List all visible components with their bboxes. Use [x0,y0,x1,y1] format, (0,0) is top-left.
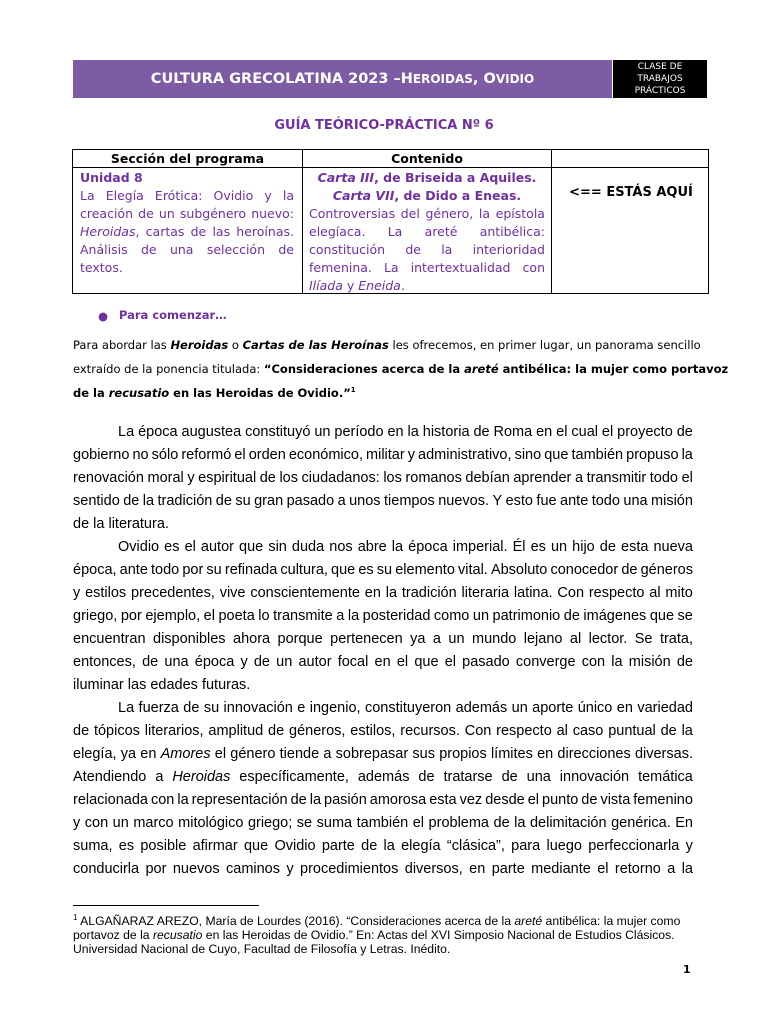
section-line: La Elegía Erótica: Ovidio y la [80,188,294,203]
content-cell [309,169,545,295]
section-cell [80,169,294,277]
text-line: y estilos precedentes, vive conscientemente en la tradición literaria latina. Con respecto al mito [73,585,693,601]
paper-title-italic: areté [464,362,499,376]
text-line: encuentran disponibles ahora porque pertenecen ya a un mundo lejano al lector. Se trata, [73,631,693,647]
text-line: Atendiendo a Heroidas específicamente, además de tratarse de una innovación temática [73,766,693,789]
class-type-box [613,60,707,98]
title-ovidio-rest: VIDIO [495,72,535,86]
document-title [73,60,612,98]
class-type-line: TRABAJOS [637,74,683,84]
text-line: época, ante todo por su refinada cultura, que es su elemento vital. Absoluto conocedor de géneros [73,562,693,578]
text-line: La fuerza de su innovación e ingenio, constituyeron además un aporte único en variedad [118,700,693,716]
carta-vii-desc: , de Dido a Eneas. [394,188,522,203]
table-divider [551,150,552,293]
content-line: Controversias del género, la epístola [309,206,545,221]
content-line: constitución de la interioridad [309,242,545,257]
intro-text: Para abordar las [73,338,171,352]
paper-title-italic: recusatio [108,386,170,400]
section-line: Heroidas, cartas de las heroínas. [80,224,294,239]
body-paragraph [73,421,693,536]
footnote [73,911,698,956]
intro-heroidas: Heroidas [170,338,229,352]
table-divider [73,167,708,168]
content-line: femenina. La intertextualidad con [309,260,545,275]
text-line: de la literatura. [73,516,169,532]
intro-line [73,386,693,400]
text-line: elegía, ya en Amores el género tiende a sobrepasar sus propios límites en direcciones diversas. [73,743,693,766]
text-line: iluminar las edades futuras. [73,677,251,693]
text-line: gobierno no sólo reformó el orden económico, militar y administrativo, sino que también propuso la [73,447,693,463]
text-line: entonces, de una época y de un autor focal en el que el pasado converge con la misión de [73,654,693,670]
text-line: y con un marco mitológico griego; se suma también el problema de la delimitación genérica. En [73,815,693,831]
text-line: La época augustea constituyó un período en la historia de Roma en el cual el proyecto de [118,424,693,440]
table-header-section: Sección del programa [110,151,265,166]
eneida-italic: Eneida [358,278,401,293]
text-line: Ovidio es el autor que sin duda nos abre la época imperial. Él es un hijo de esta nueva [118,539,693,555]
section-line: textos. [80,260,123,275]
content-carta-iii [309,169,545,187]
intro-text: les ofrecemos, en primer lugar, un panorama sencillo [388,338,701,352]
content-dot: . [400,278,405,293]
title-ovidio-initial: , O [472,71,496,87]
carta-iii-title: Carta III [317,170,375,185]
iliada-italic: Ilíada [309,278,343,293]
content-line: elegíaca. La areté antibélica: [309,224,545,239]
footnote-italic: recusatio [152,928,203,943]
intro-cartas: Cartas de las Heroínas [242,338,389,352]
table-divider [302,150,303,293]
amores-italic: Amores [160,746,211,762]
paper-title: antibélica: la mujer como portavoz [498,362,729,376]
class-type-line: CLASE DE [637,62,683,72]
heroidas-italic: Heroidas [172,769,231,785]
paper-title: en las Heroidas de Ovidio.” [169,386,351,400]
content-y: y [342,278,359,293]
title-heroidas-initial: H [400,71,413,87]
text-line: sentido de la tradición de su gran pasado a unos tiempos nuevos. Y esto fue ante todo una misión [73,493,693,509]
bullet-icon: ● [98,309,109,323]
text-line: de tópicos literarios, amplitud de géneros, estilos, recursos. Con respecto al caso puntual de la [73,723,693,739]
section-line: creación de un subgénero nuevo: [80,206,294,221]
intro-line [73,362,729,376]
footnote-number: 1 [73,913,78,922]
body-paragraph [73,536,693,697]
content-line [309,277,545,295]
carta-iii-desc: , de Briseida a Aquiles. [374,170,537,185]
heroidas-italic: Heroidas [80,224,136,239]
text-line: relacionada con la representación de la pasión amorosa esta vez desde el punto de vista femenino [73,792,693,808]
program-table [72,149,709,294]
section-line: Análisis de una selección de [80,242,294,257]
intro-text: o [228,338,243,352]
section-heading: Para comenzar… [119,308,227,322]
footnote-separator [73,905,259,906]
page-number: 1 [683,963,691,976]
class-type-line: PRÁCTICOS [634,86,686,96]
intro-line [73,338,701,352]
guide-title: GUÍA TEÓRICO-PRÁCTICA Nº 6 [274,118,494,133]
carta-vii-title: Carta VII [332,188,395,203]
content-carta-vii [309,187,545,205]
paper-title: “Consideraciones acerca de la [263,362,465,376]
text-line: griego, por ejemplo, el poeta lo transmite a la posteridad como un patrimonio de imágenes que se [73,608,693,624]
paper-title: de la [73,386,109,400]
footnote-ref: 1 [350,386,356,395]
text-line: renovación moral y espiritual de los ciudadanos: los romanos debían aprender a transmitir todo el [73,470,693,486]
text-line: conducirla por nuevos caminos y procedimientos diversos, en parte mediante el retorno a la [73,861,693,877]
footnote-italic: areté [514,914,543,929]
intro-text: extraído de la ponencia titulada: [73,362,264,376]
title-main: CULTURA GRECOLATINA 2023 – [150,71,401,87]
footnote-text: ALGAÑARAZ AREZO, María de Lourdes (2016). “Consideraciones acerca de la [77,914,515,929]
table-header-content: Contenido [391,151,463,166]
footnote-text: en las Heroidas de Ovidio.” En: Actas del XVI Simposio Nacional de Estudios Clásicos. Universidad Nacional de Cuyo, Facultad de Filosofía y Letras. Inédito. [73,928,675,957]
footnote-text: antibélica: la mujer como portavoz de la [73,914,681,943]
body-paragraph [73,697,693,881]
title-heroidas-rest: EROIDAS [412,72,473,86]
text-line: suma, es posible afirmar que Ovidio parte de la elegía “clásica”, para luego perfeccionarla y [73,838,693,854]
unit-label: Unidad 8 [80,170,143,185]
you-are-here-label: <== ESTÁS AQUÍ [569,185,693,200]
